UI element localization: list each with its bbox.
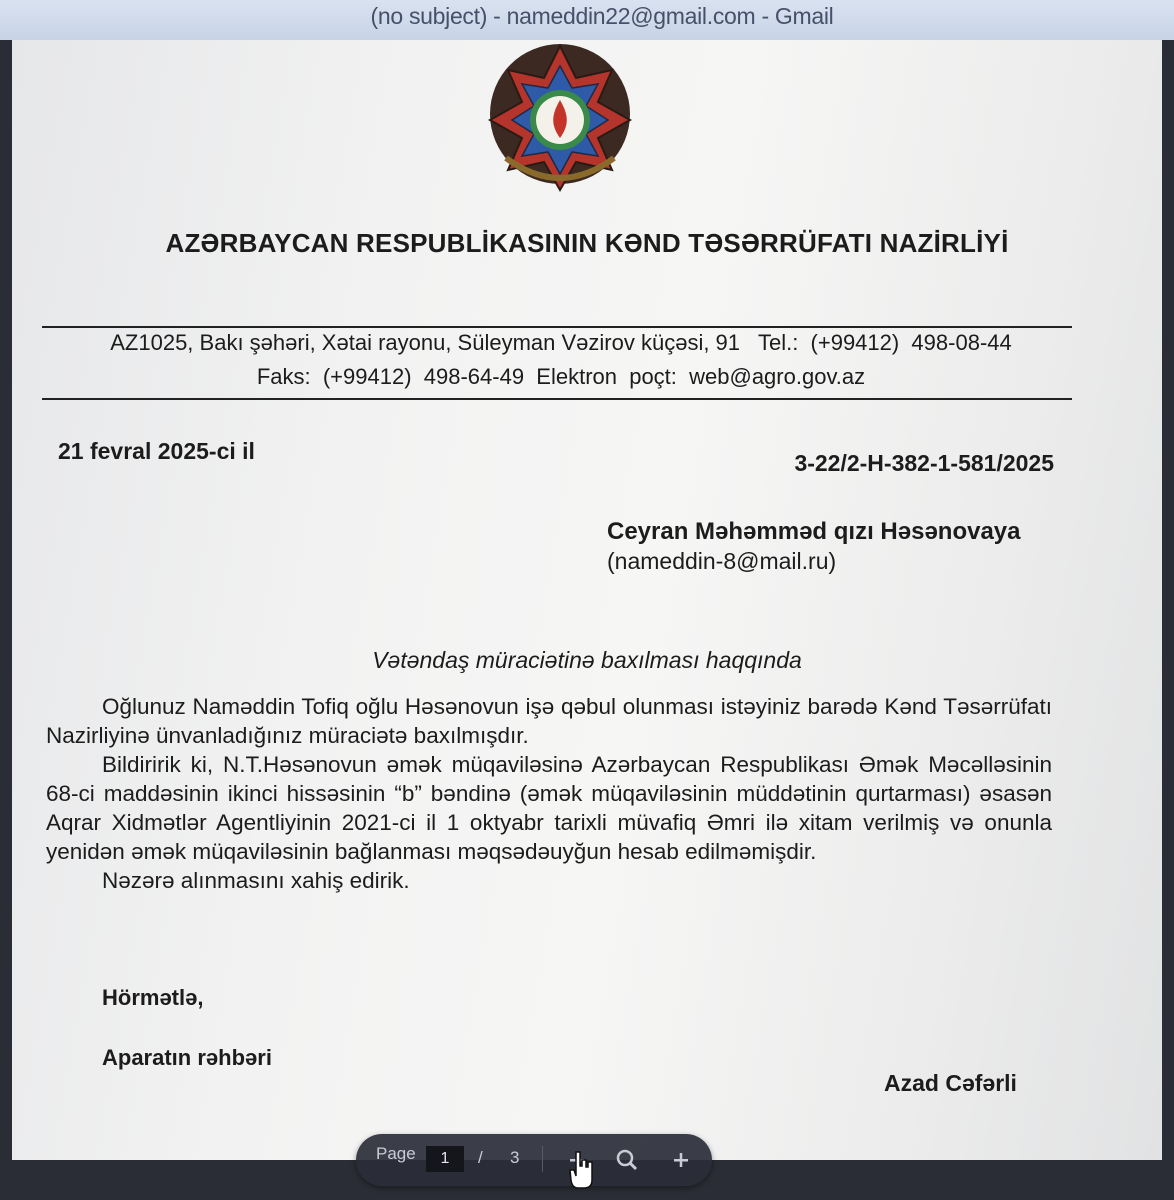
plus-icon xyxy=(666,1146,696,1174)
document-date: 21 fevral 2025-ci il xyxy=(58,438,255,464)
page-navigation-toolbar xyxy=(356,1134,712,1186)
closing-greeting: Hörmətlə, xyxy=(102,985,204,1010)
hand-cursor-icon xyxy=(568,1150,596,1190)
magnifier-icon xyxy=(612,1146,642,1174)
letter-body xyxy=(46,692,1052,895)
header-rule-bottom xyxy=(42,398,1072,400)
header-rule-top xyxy=(42,326,1072,328)
document-reference-number: 3-22/2-H-382-1-581/2025 xyxy=(794,450,1054,476)
body-paragraph-3: Nəzərə alınmasını xahiş edirik. xyxy=(102,868,410,893)
signer-title: Aparatın rəhbəri xyxy=(102,1045,272,1070)
address-line-2: Faks: (+99412) 498-64-49 Elektron poçt: web@agro.gov.az xyxy=(256,364,866,389)
current-page-input[interactable] xyxy=(426,1146,464,1172)
toolbar-divider xyxy=(542,1146,543,1172)
ministry-title: AZƏRBAYCAN RESPUBLİKASININ KƏND TƏSƏRRÜFATI NAZİRLİYİ xyxy=(165,228,1009,258)
window-titlebar xyxy=(0,0,1174,41)
signer-name: Azad Cəfərli xyxy=(884,1070,1017,1096)
letter-subject: Vətəndaş müraciətinə baxılması haqqında xyxy=(372,647,802,673)
total-pages: 3 xyxy=(510,1148,520,1167)
fit-zoom-button[interactable] xyxy=(612,1146,642,1174)
coat-of-arms-emblem xyxy=(480,40,640,200)
page-label: Page xyxy=(376,1144,416,1163)
body-paragraph-1: Oğlunuz Naməddin Tofiq oğlu Həsənovun işə qəbul olunması istəyiniz barədə Kənd Təsərrüfatı Nazirliyinə ünvanladığınız müraciətə baxılmışdır. xyxy=(46,694,1052,748)
body-paragraph-2: Bildiririk ki, N.T.Həsənovun əmək müqaviləsinə Azərbaycan Respublikası Əmək Məcəlləsinin 68-ci maddəsinin ikinci hissəsinin “b” bəndinə (əmək müqaviləsinin müddətinin qurtarması) əsasən Aqrar Xidmətlər Agentliyinin 2021-ci il 1 oktyabr tarixli müvafiq Əmri ilə xitam verilmiş və onunla yenidən əmək müqaviləsinin bağlanması məqsədəuyğun hesab edilməmişdir. xyxy=(46,752,1052,864)
recipient-name: Ceyran Məhəmməd qızı Həsənovaya xyxy=(607,518,1021,545)
document-page xyxy=(12,40,1162,1160)
recipient-email: (nameddin-8@mail.ru) xyxy=(607,548,837,574)
page-separator: / xyxy=(478,1148,483,1167)
zoom-in-button[interactable] xyxy=(666,1146,696,1174)
address-line-1: AZ1025, Bakı şəhəri, Xətai rayonu, Süleyman Vəzirov küçəsi, 91 Tel.: (+99412) 498-08-44 xyxy=(110,330,1012,355)
window-title: (no subject) - nameddin22@gmail.com - Gmail xyxy=(370,3,834,29)
